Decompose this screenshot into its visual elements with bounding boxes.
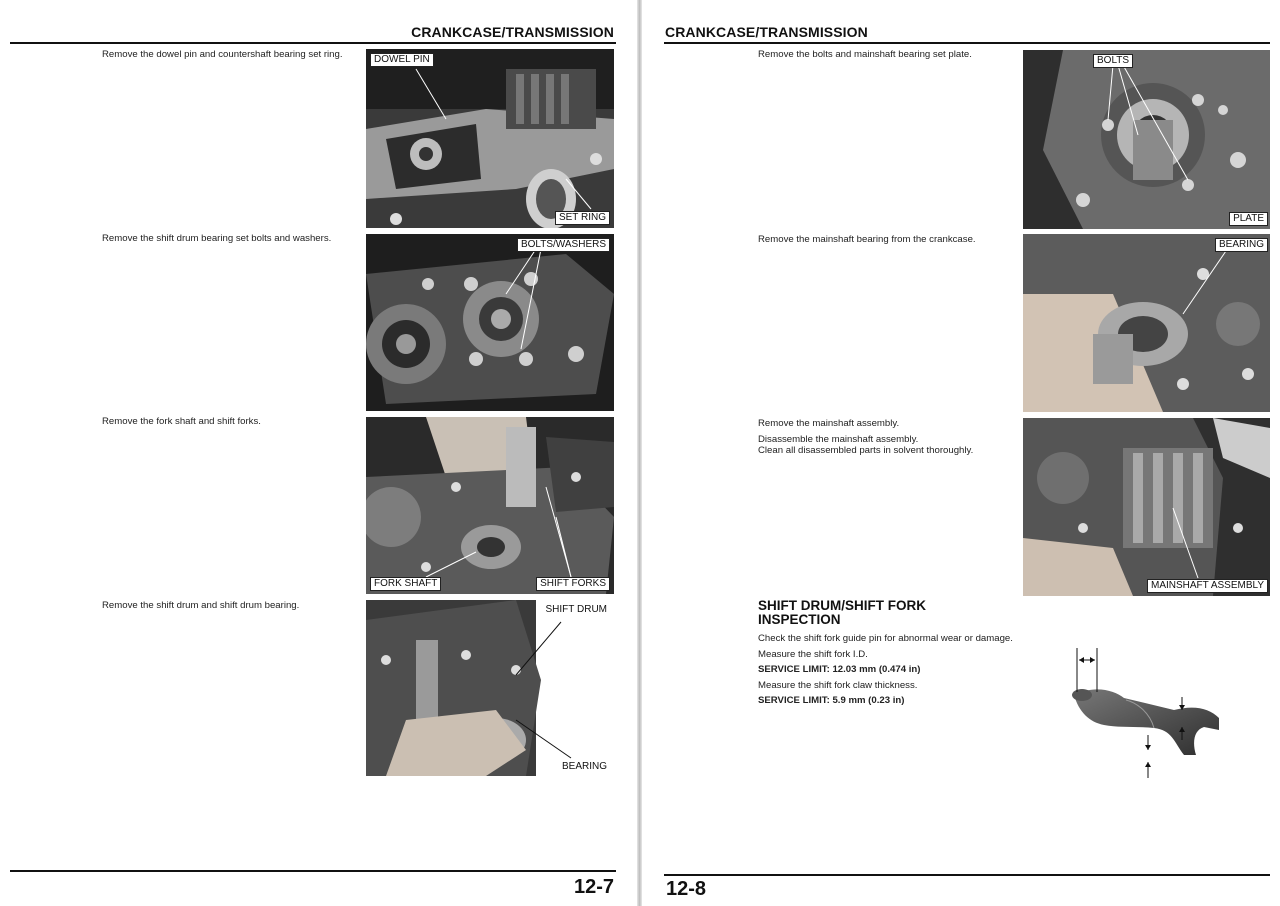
callout-plate: PLATE: [1229, 212, 1268, 226]
section-title-line: SHIFT DRUM/SHIFT FORK: [758, 598, 926, 613]
step-text: Remove the shift drum and shift drum bearing.: [102, 600, 300, 611]
step-text: Disassemble the mainshaft assembly.: [758, 433, 919, 445]
callout-set-ring: SET RING: [555, 211, 610, 225]
photo-mainshaft-assembly: [1023, 418, 1270, 596]
callout-bearing: BEARING: [1215, 238, 1268, 252]
callout-shift-drum: SHIFT DRUM: [543, 604, 610, 616]
inspection-measure-claw: Measure the shift fork claw thickness.: [758, 679, 918, 691]
photo-dowel-pin: [366, 49, 614, 228]
callout-fork-shaft: FORK SHAFT: [370, 577, 441, 591]
page-header-title: CRANKCASE/TRANSMISSION: [411, 24, 614, 40]
step-text: Remove the fork shaft and shift forks.: [102, 416, 261, 427]
left-page: [0, 0, 638, 906]
photo-bolts-washers: [366, 234, 614, 411]
header-rule: [664, 42, 1270, 44]
service-limit-id: SERVICE LIMIT: 12.03 mm (0.474 in): [758, 664, 921, 675]
photo-fork-shaft: [366, 417, 614, 594]
callout-mainshaft-assembly: MAINSHAFT ASSEMBLY: [1147, 579, 1268, 593]
step-text: Remove the mainshaft bearing from the crankcase.: [758, 234, 976, 245]
step-text-group: [758, 418, 1020, 461]
footer-rule: [664, 874, 1270, 876]
step-text: Remove the bolts and mainshaft bearing set plate.: [758, 49, 972, 60]
page-number: 12-8: [666, 878, 707, 900]
step-text: Remove the mainshaft assembly.: [758, 418, 900, 429]
section-title: [758, 599, 926, 627]
inspection-measure-id: Measure the shift fork I.D.: [758, 648, 868, 660]
page-header-title: CRANKCASE/TRANSMISSION: [665, 24, 868, 40]
photo-mainshaft-bearing: [1023, 234, 1270, 412]
callout-bolts-washers: BOLTS/WASHERS: [517, 238, 610, 252]
section-title-line: INSPECTION: [758, 612, 841, 627]
callout-bearing: BEARING: [559, 761, 610, 773]
step-text: Clean all disassembled parts in solvent thoroughly.: [758, 445, 974, 456]
callout-bolts: BOLTS: [1093, 54, 1133, 68]
step-text: Remove the dowel pin and countershaft bearing set ring.: [102, 49, 343, 60]
step-text: Remove the shift drum bearing set bolts and washers.: [102, 233, 332, 244]
inspection-check: Check the shift fork guide pin for abnormal wear or damage.: [758, 633, 1013, 644]
right-page: [642, 0, 1280, 906]
page-number: 12-7: [573, 876, 614, 898]
photo-bolts-plate: [1023, 50, 1270, 229]
shift-fork-illustration: [1034, 630, 1274, 800]
photo-shift-drum: [366, 600, 614, 776]
callout-dowel-pin: DOWEL PIN: [370, 53, 434, 67]
inspection-text: [758, 633, 1024, 711]
service-limit-claw: SERVICE LIMIT: 5.9 mm (0.23 in): [758, 695, 905, 706]
callout-shift-forks: SHIFT FORKS: [536, 577, 610, 591]
header-rule: [10, 42, 616, 44]
footer-rule: [10, 870, 616, 872]
